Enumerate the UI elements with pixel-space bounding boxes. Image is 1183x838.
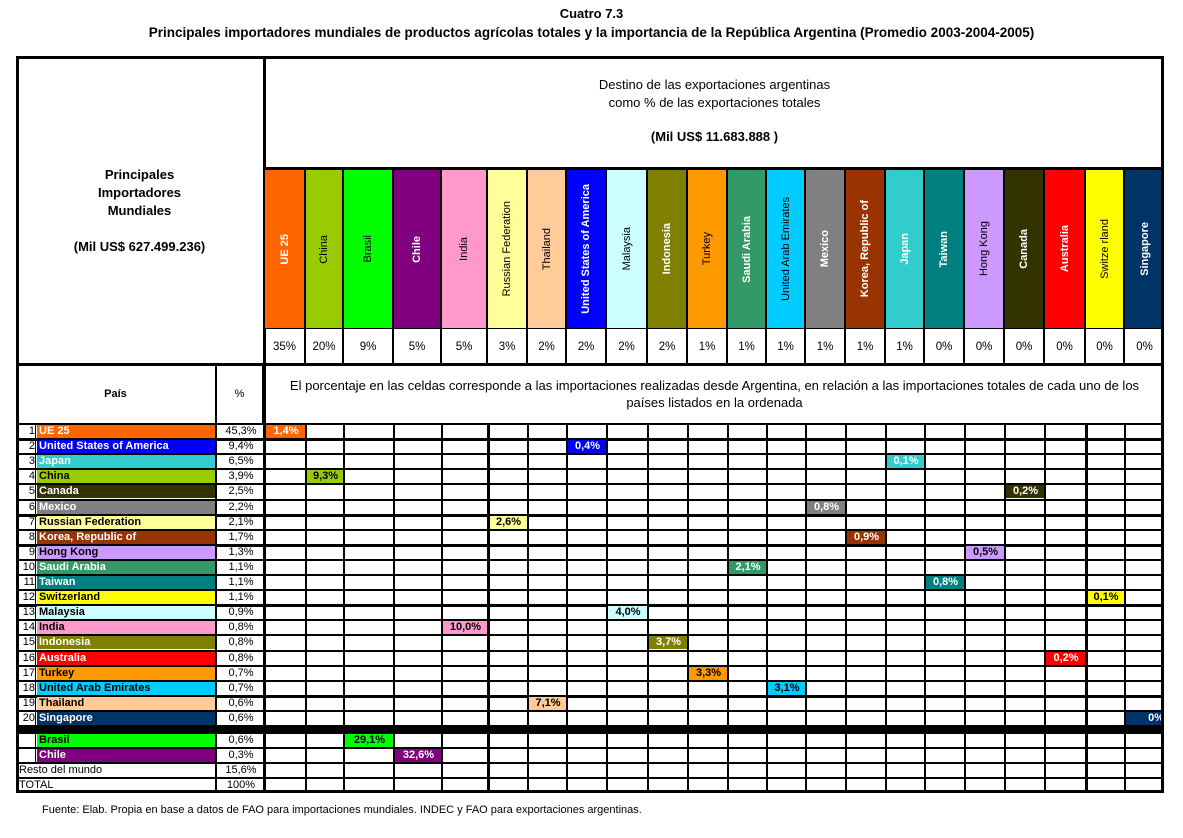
row-number: 19 xyxy=(22,696,35,709)
row-number: 5 xyxy=(28,485,35,498)
column-share-11: 1% xyxy=(728,328,767,365)
percent-column-header: % xyxy=(217,365,265,423)
row-percent: 0,6% xyxy=(228,696,254,709)
row-percent: 1,1% xyxy=(228,560,254,573)
column-header-label: Saudi Arabia xyxy=(740,215,753,283)
column-share-21: 0% xyxy=(1125,328,1164,365)
row-country: Korea, Republic of xyxy=(37,531,215,544)
row-value-cell: 0,4% xyxy=(568,440,607,453)
row-number: 1 xyxy=(28,425,35,437)
column-header-label: Indonesia xyxy=(661,223,673,275)
row-country: Turkey xyxy=(37,667,215,680)
row-number: 11 xyxy=(23,576,35,588)
row-number: 14 xyxy=(22,621,35,634)
column-header-label: Turkey xyxy=(701,232,713,266)
column-share-12: 1% xyxy=(767,328,806,365)
column-share-5: 3% xyxy=(488,328,528,365)
importers-header-line1: Principales xyxy=(104,166,175,182)
column-share-3: 5% xyxy=(394,328,442,365)
row-value-cell: 0,2% xyxy=(1006,485,1045,498)
column-header-label: Singapore xyxy=(1138,222,1151,276)
row-country: Taiwan xyxy=(37,576,215,589)
column-share-0: 35% xyxy=(265,328,306,365)
column-header-label: United Arab Emirates xyxy=(779,197,792,301)
row-percent: 1,1% xyxy=(228,576,254,588)
row-value-cell: 0% xyxy=(1126,712,1164,725)
row-country: United States of America xyxy=(37,440,215,453)
row-number: 17 xyxy=(22,666,35,679)
table-frame xyxy=(16,56,1164,793)
row-country: Malaysia xyxy=(37,606,215,619)
row-country: Chile xyxy=(37,749,215,762)
row-percent: 9,4% xyxy=(228,440,254,453)
column-share-1: 20% xyxy=(306,328,344,365)
row-value-cell: 29,1% xyxy=(345,734,394,747)
row-number: 15 xyxy=(22,636,35,649)
row-value-cell: 9,3% xyxy=(307,470,344,483)
row-country: Brasil xyxy=(37,734,215,747)
row-percent: 2,2% xyxy=(228,500,254,513)
row-percent: 3,9% xyxy=(228,470,254,483)
row-value-cell: 2,6% xyxy=(489,516,528,529)
row-value-cell: 2,1% xyxy=(729,561,767,574)
row-country: Singapore xyxy=(37,712,215,725)
column-share-8: 2% xyxy=(607,328,648,365)
country-column-header: País xyxy=(16,365,217,423)
row-value-cell: 32,6% xyxy=(395,749,442,762)
row-percent: 0,7% xyxy=(228,666,254,679)
row-number: 16 xyxy=(22,651,35,664)
column-header-label: Korea, Republic of xyxy=(859,200,871,298)
column-share-20: 0% xyxy=(1086,328,1125,365)
row-country: China xyxy=(37,470,215,483)
row-country: Saudi Arabia xyxy=(37,561,215,574)
row-country: Hong Kong xyxy=(37,546,215,559)
column-header-label: Switze rland xyxy=(1098,219,1111,279)
row-percent: 2,1% xyxy=(228,515,254,528)
row-percent: 0,3% xyxy=(228,749,254,762)
column-header-label: Malaysia xyxy=(620,227,633,271)
column-header-label: Brasil xyxy=(362,235,374,263)
row-value-cell: 0,8% xyxy=(926,576,965,589)
row-value-cell: 4,0% xyxy=(608,606,648,619)
row-number: 12 xyxy=(22,591,35,604)
row-country: Australia xyxy=(37,652,215,665)
column-header-label: Japan xyxy=(898,233,911,265)
row-number: 6 xyxy=(28,500,35,513)
row-number: 10 xyxy=(22,560,35,573)
column-share-16: 0% xyxy=(925,328,965,365)
column-share-14: 1% xyxy=(846,328,886,365)
row-percent: 0,8% xyxy=(228,636,254,649)
row-country: Japan xyxy=(37,455,215,468)
row-country: Indonesia xyxy=(37,636,215,649)
destination-header-line1: Destino de las exportaciones argentinas xyxy=(598,77,831,92)
column-header-label: Chile xyxy=(411,235,423,263)
row-resto-label: Resto del mundo xyxy=(19,764,103,776)
column-share-9: 2% xyxy=(648,328,688,365)
row-percent: 6,5% xyxy=(228,455,254,468)
row-value-cell: 3,1% xyxy=(768,682,806,695)
row-total-percent: 100% xyxy=(226,779,256,791)
column-share-2: 9% xyxy=(344,328,394,365)
column-share-19: 0% xyxy=(1045,328,1086,365)
row-percent: 0,7% xyxy=(228,681,254,694)
row-value-cell: 0,9% xyxy=(847,531,886,544)
row-percent: 45,3% xyxy=(225,425,257,437)
row-percent: 0,8% xyxy=(228,621,254,634)
row-country: India xyxy=(37,621,215,634)
importers-total: (Mil US$ 627.499.236) xyxy=(73,238,206,254)
row-country: Switzerland xyxy=(37,591,215,604)
row-total-label: TOTAL xyxy=(19,779,54,791)
row-percent: 0,6% xyxy=(228,734,254,746)
column-header-label: Canada xyxy=(1018,229,1030,269)
importers-header-line3: Mundiales xyxy=(107,202,172,218)
row-number: 4 xyxy=(28,470,35,483)
row-percent: 0,8% xyxy=(228,651,254,664)
row-number: 8 xyxy=(28,530,35,543)
column-header-label: China xyxy=(318,234,330,264)
row-value-cell: 0,2% xyxy=(1046,652,1086,665)
column-share-6: 2% xyxy=(528,328,567,365)
row-percent: 1,1% xyxy=(228,591,254,604)
row-value-cell: 3,3% xyxy=(689,667,728,680)
row-country: Thailand xyxy=(37,697,215,710)
row-number: 18 xyxy=(22,681,35,694)
row-value-cell: 3,7% xyxy=(649,636,688,649)
row-country: UE 25 xyxy=(37,425,215,438)
column-header-label: Thailand xyxy=(540,227,553,271)
column-header-label: UE 25 xyxy=(278,233,291,265)
row-country: Canada xyxy=(37,485,215,498)
column-header-label: Taiwan xyxy=(938,230,950,268)
row-resto-percent: 15,6% xyxy=(225,764,257,776)
row-value-cell: 0,1% xyxy=(887,455,925,468)
source-footnote: Fuente: Elab. Propia en base a datos de FAO para importaciones mundiales. INDEC y FAO para exportaciones argentinas. xyxy=(42,804,642,816)
row-number: 20 xyxy=(22,711,35,724)
row-value-cell: 10,0% xyxy=(443,621,488,634)
row-number: 9 xyxy=(28,545,35,558)
table-number: Cuatro 7.3 xyxy=(559,6,624,21)
column-header-label: Australia xyxy=(1058,225,1071,273)
column-share-10: 1% xyxy=(688,328,728,365)
column-share-13: 1% xyxy=(806,328,846,365)
row-number: 7 xyxy=(28,515,35,528)
row-value-cell: 0,1% xyxy=(1087,591,1125,604)
column-share-4: 5% xyxy=(442,328,488,365)
column-header-label: Mexico xyxy=(819,230,831,268)
row-percent: 2,5% xyxy=(228,485,254,498)
row-percent: 1,7% xyxy=(228,530,254,543)
row-value-cell: 7,1% xyxy=(529,697,567,710)
column-header-label: Hong Kong xyxy=(978,221,990,277)
column-share-15: 1% xyxy=(886,328,925,365)
row-country: Mexico xyxy=(37,501,215,514)
row-value-cell: 1,4% xyxy=(266,425,306,438)
row-percent: 0,9% xyxy=(228,606,254,619)
destination-header-line2: como % de las exportaciones totales xyxy=(608,95,821,110)
row-number: 2 xyxy=(28,440,35,453)
row-value-cell: 0,8% xyxy=(807,501,846,514)
row-country: United Arab Emirates xyxy=(37,682,215,695)
row-country: Russian Federation xyxy=(37,516,215,529)
column-header-label: Russian Federation xyxy=(501,201,513,297)
column-header-label: United States of America xyxy=(580,184,592,314)
importers-header-line2: Importadores xyxy=(97,184,182,200)
row-percent: 0,6% xyxy=(228,711,254,724)
column-header-label: India xyxy=(458,237,470,261)
row-number: 13 xyxy=(22,606,35,619)
row-number: 3 xyxy=(28,455,35,468)
row-percent: 1,3% xyxy=(228,545,254,558)
destination-total: (Mil US$ 11.683.888 ) xyxy=(650,129,779,144)
row-value-cell: 0,5% xyxy=(966,546,1005,559)
cells-explanation-note: El porcentaje en las celdas corresponde a las importaciones realizadas desde Argentina, en relación a las importaciones totales de cada uno de los países listados en la ordenada xyxy=(289,378,1140,410)
column-share-17: 0% xyxy=(965,328,1005,365)
column-share-18: 0% xyxy=(1005,328,1045,365)
column-share-7: 2% xyxy=(567,328,607,365)
table-title: Principales importadores mundiales de productos agrícolas totales y la importancia de la República Argentina (Promedio 2003-2004-2005) xyxy=(148,25,1035,40)
